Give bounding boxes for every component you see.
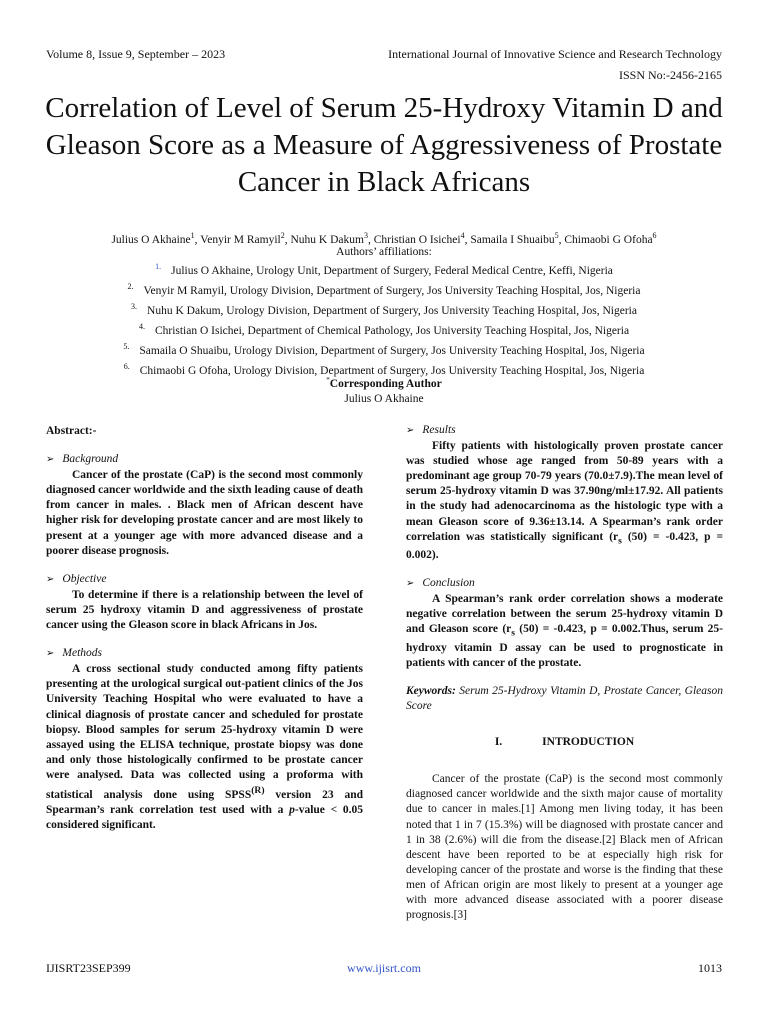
keywords-label: Keywords: [406,685,456,697]
affiliation-item [40,259,728,279]
section-heading-text: Results [422,424,456,436]
header-journal: International Journal of Innovative Science and Research Technology [388,47,722,61]
section-heading-text: Objective [62,572,107,585]
paper-title: Correlation of Level of Serum 25-Hydroxy Vitamin D and Gleason Score as a Measure of Aggressiveness of Prostate Cancer in Black Africans [45,92,723,198]
author: Samaila I Shuaibu [470,233,555,246]
affiliations-heading: Authors’ affiliations: [336,246,432,258]
objective-text: To determine if there is a relationship between the level of serum 25 hydroxy vitamin D and aggressiveness of prostate cancer using the Gleason score in black Africans in Jos. [46,588,363,632]
corresponding-name: Julius O Akhaine [344,393,424,405]
author-line: Julius O Akhaine$^1$, Venyir M Ramyil$^2$, Nuhu K Dakum$^3$, Christian O Isichei$^4$, Samaila I Shuaibu$^5$, Chimaobi G Ofoha$^6$ [111,231,657,246]
section-heading-results [406,423,723,438]
author-sup: 6 [652,231,657,240]
corresponding-marker: * [326,376,330,384]
section-heading-text: Conclusion [422,577,475,590]
affiliation-text: Julius O Akhaine, Urology Unit, Department of Surgery, Federal Medical Centre, Keffi, Nigeria [171,264,613,277]
corresponding-label-text: Corresponding Author [329,377,442,390]
conclusion-text [406,592,723,671]
author-sup: 1 [190,231,195,240]
author: Christian O Isichei [373,233,461,246]
affiliation-item [40,319,728,339]
section-heading-text: INTRODUCTION [542,736,635,749]
author-sup: 2 [280,231,285,240]
footer-code: IJISRT23SEP399 [46,961,131,975]
keywords-text: Serum 25-Hydroxy Vitamin D, Prostate Cancer, Gleason Score [406,685,723,713]
arrow-bullet-icon: ➢ [406,578,415,590]
arrow-bullet-icon: ➢ [46,648,55,660]
section-heading-conclusion [406,576,723,591]
affiliation-number: 2. [127,282,134,292]
spss-superscript: (R) [251,784,265,796]
affiliation-text: Samaila O Shuaibu, Urology Division, Department of Surgery, Jos University Teaching Hospital, Jos, Nigeria [139,344,645,357]
abstract-label: Abstract:- [46,425,97,437]
methods-text-a: A cross sectional study conducted among fifty patients presenting at the urological surgical out-patient clinics of the Jos University Teaching Hospital who were evaluated to have a clinical diagnosis of prostate cancer and scheduled for prostate biopsy. Blood samples for serum 25-hydroxy vitamin D were assayed using the ELISA technique, prostate biopsy was done and only those histologically confirmed to be prostate cancer were analysed. Data was collected using a proforma with statistical analysis done using SPSS [46,663,363,801]
author: Venyir M Ramyil [200,233,281,246]
corresponding-label [40,376,728,390]
rs-subscript: s [618,534,622,546]
methods-text [46,662,363,833]
affiliation-text: Christian O Isichei, Department of Chemical Pathology, Jos University Teaching Hospital, Jos, Nigeria [154,324,630,337]
author: Julius O Akhaine [111,233,191,246]
footer-url-link[interactable]: www.ijisrt.com [347,961,421,975]
introduction-text: Cancer of the prostate (CaP) is the second most commonly diagnosed cancer worldwide and the sixth major cause of mortality due to cancer in males.[1] Among men living today, it has been noted that 1 in 7 (15.3%) will be diagnosed with prostate cancer and 1 in 38 (2.6%) will die from the disease.[2] Black men of African descent have been reported to be at especially high risk for developing cancer of the prostate and worse is the finding that these men of African origin are most likely to present at a younger age with more advanced disease associated with a poorer disease prognosis.[3] [406,773,723,922]
results-text [406,439,723,563]
author-sup: 5 [554,231,559,240]
affiliation-number: 3. [131,302,138,312]
conclusion-text-a: A Spearman’s rank order correlation shows a moderate negative correlation between the serum 25-hydroxy vitamin D and Gleason score (r [406,593,723,636]
author: Nuhu K Dakum [290,233,364,246]
affiliation-item [40,279,728,299]
author-sup: 3 [363,231,368,240]
background-text: Cancer of the prostate (CaP) is the second most commonly diagnosed cancer worldwide and the sixth leading cause of death from cancer in males. . Black men of African descent have higher risk for developing prostate cancer and are most likely to present at a younger age with more advanced disease and a poorer disease prognosis. [46,469,363,557]
affiliation-number: 4. [138,322,145,332]
section-heading-objective [46,572,363,587]
affiliation-item [40,299,728,319]
affiliation-list [40,259,728,379]
right-column [406,423,723,923]
affiliation-text: Venyir M Ramyil, Urology Division, Department of Surgery, Jos University Teaching Hospital, Jos, Nigeria [143,284,641,297]
author: Chimaobi G Ofoha [564,233,653,246]
keywords [406,684,723,714]
affiliation-text: Chimaobi G Ofoha, Urology Division, Department of Surgery, Jos University Teaching Hospital, Jos, Nigeria [139,364,645,377]
conclusion-text-b: (50) = -0.423, p = 0.002.Thus, serum 25-hydroxy vitamin D assay can be used to prognosticate in patients with cancer of the prostate. [406,623,724,669]
section-heading-text: Background [62,453,119,466]
arrow-bullet-icon: ➢ [406,425,415,436]
section-number: I. [494,736,503,749]
header-volume: Volume 8, Issue 9, September – 2023 [46,47,226,61]
rs-subscript: s [511,627,515,639]
affiliation-number: 6. [123,362,130,372]
results-text-a: Fifty patients with histologically proven prostate cancer was studied whose age ranged from 50-89 years with a predominant age group 70-79 years (70.0±7.9).The mean level of serum 25-hydroxy vitamin D was 37.90ng/ml±17.92. All patients in the study had adenocarcinoma as the histologic type with a mean Gleason score of 9.36±13.14. A Spearman’s rank order correlation was statistically significant (r [406,440,723,543]
section-heading-methods [46,646,363,661]
left-column [46,424,363,846]
p-value-letter: p [289,803,295,816]
introduction-heading [406,735,723,750]
header-issn: ISSN No:-2456-2165 [618,68,722,82]
author-sup: 4 [460,231,465,240]
methods-text-c: -value < 0.05 considered significant. [46,803,363,831]
affiliation-item [40,339,728,359]
affiliation-number: 1. [155,262,162,271]
methods-text-b: version 23 and Spearman’s rank correlation test used with a [46,788,363,816]
arrow-bullet-icon: ➢ [46,573,55,585]
section-heading-text: Methods [62,647,102,660]
results-text-b: (50) = -0.423, p = 0.002). [406,530,723,562]
affiliation-number: 5. [123,342,130,352]
footer-page-number: 1013 [698,961,722,975]
section-heading-background [46,452,363,467]
affiliation-text: Nuhu K Dakum, Urology Division, Department of Surgery, Jos University Teaching Hospital, Jos, Nigeria [147,304,637,317]
arrow-bullet-icon: ➢ [46,454,55,466]
